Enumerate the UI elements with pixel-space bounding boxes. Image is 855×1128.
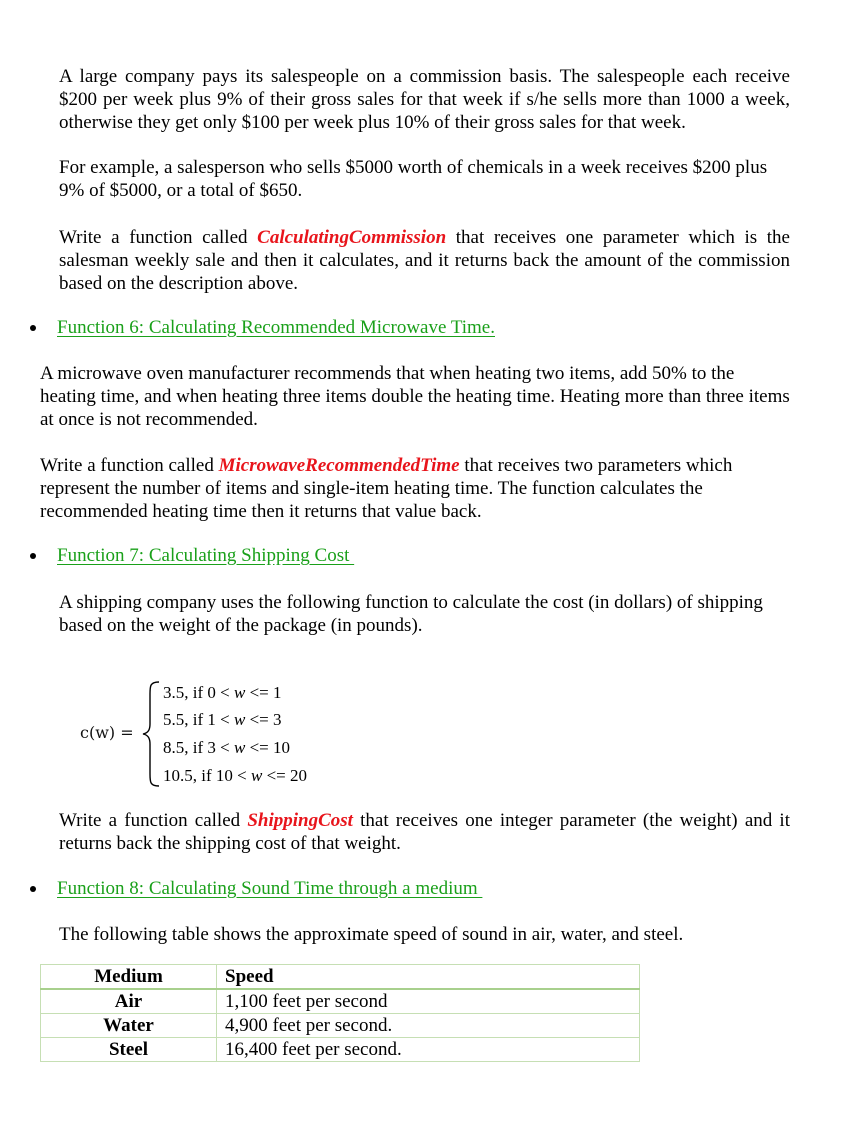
task-intro-text: Write a function called xyxy=(40,455,219,476)
formula-case-4: 10.5, if 10 < w <= 20 xyxy=(163,766,308,785)
column-header-medium: Medium xyxy=(41,965,217,990)
shipping-description: A shipping company uses the following function to calculate the cost (in dollars) of shipping based on the weight of the package (in pounds). xyxy=(59,592,763,636)
formula-lhs: c(w) = xyxy=(80,723,134,742)
bullet-dot-icon xyxy=(30,325,36,331)
task-intro-text: Write a function called xyxy=(59,227,258,248)
bullet-function-7 xyxy=(30,544,354,567)
shipping-task xyxy=(59,809,790,855)
table-row xyxy=(41,1014,640,1038)
formula-case-2: 5.5, if 1 < w <= 3 xyxy=(163,710,282,729)
commission-task xyxy=(59,226,790,295)
bullet-dot-icon xyxy=(30,886,36,892)
task-rest-text: that receives one parameter which is the salesman weekly sale and then it calculates, and it returns back the amount of the commission based on the description above. xyxy=(59,227,790,294)
medium-cell: Air xyxy=(41,989,217,1014)
function-name-calculating-commission: CalculatingCommission xyxy=(257,227,447,248)
function-name-shipping-cost: ShippingCost xyxy=(247,810,353,831)
sound-speed-table xyxy=(40,964,640,1062)
microwave-task xyxy=(40,454,792,523)
table-row xyxy=(41,1038,640,1062)
function-6-heading-link[interactable]: Function 6: Calculating Recommended Microwave Time. xyxy=(57,317,495,338)
medium-cell: Water xyxy=(41,1014,217,1038)
commission-description: A large company pays its salespeople on a commission basis. The salespeople each receive $200 per week plus 9% of their gross sales for that week if s/he sells more than 1000 a week, otherwise they get only $100 per week plus 10% of their gross sales for that week. xyxy=(59,66,790,133)
function-8-heading-link[interactable]: Function 8: Calculating Sound Time through a medium xyxy=(57,878,483,899)
sound-speed-description: The following table shows the approximate speed of sound in air, water, and steel. xyxy=(59,924,684,945)
medium-cell: Steel xyxy=(41,1038,217,1062)
speed-cell: 16,400 feet per second. xyxy=(217,1038,640,1062)
bullet-function-8 xyxy=(30,877,482,900)
table-row xyxy=(41,989,640,1014)
function-name-microwave-recommended-time: MicrowaveRecommendedTime xyxy=(218,455,460,476)
speed-cell: 4,900 feet per second. xyxy=(217,1014,640,1038)
bullet-dot-icon xyxy=(30,553,36,559)
function-7-heading-link[interactable]: Function 7: Calculating Shipping Cost xyxy=(57,545,355,566)
shipping-cost-formula xyxy=(80,680,400,788)
bullet-function-6 xyxy=(30,316,495,339)
speed-cell: 1,100 feet per second xyxy=(217,989,640,1014)
commission-example: For example, a salesperson who sells $5000 worth of chemicals in a week receives $200 plus 9% of $5000, or a total of $650. xyxy=(59,157,768,201)
task-rest-text: that receives one integer parameter (the weight) and it returns back the shipping cost of that weight. xyxy=(59,810,790,854)
left-brace-icon xyxy=(140,680,162,788)
task-intro-text: Write a function called xyxy=(59,810,248,831)
column-header-speed: Speed xyxy=(217,965,640,990)
task-rest-text: that receives two parameters which represent the number of items and single-item heating time. The function calculates the recommended heating time then it returns that value back. xyxy=(40,455,733,522)
table-header-row xyxy=(41,965,640,990)
formula-case-3: 8.5, if 3 < w <= 10 xyxy=(163,738,291,757)
microwave-description: A microwave oven manufacturer recommends that when heating two items, add 50% to the heating time, and when heating three items double the heating time. Heating more than three items at once is not recommended. xyxy=(40,363,790,430)
formula-case-1: 3.5, if 0 < w <= 1 xyxy=(163,683,282,702)
